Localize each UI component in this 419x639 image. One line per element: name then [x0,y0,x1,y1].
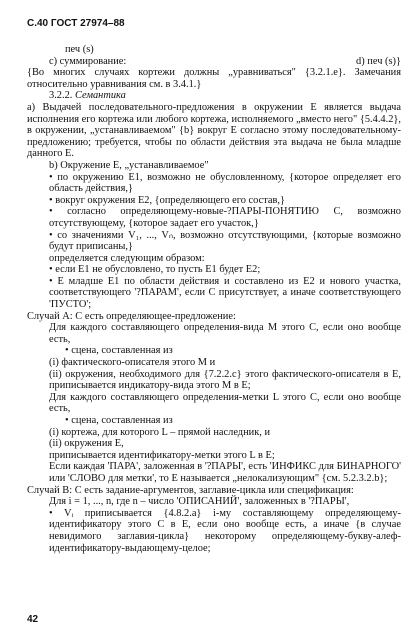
paragraph: • Vᵢ приписывается {4.8.2.а} i-му составляющему определяющему-идентификатору этого С в Е, если оно вообще есть, а иначе {в случае невидимого заглавия-цикла} некоторому определяющему-букву-алеф-идентификатору-выдающему-целое; [49,507,401,554]
page-header: С.40 ГОСТ 27974–88 [27,18,125,29]
section-heading [27,90,401,102]
page-number: 42 [27,614,39,625]
paragraph: {Во многих случаях кортежи должны „уравниваться" {3.2.1.е}. Замечания относительно уравнивания см. в 3.4.1.} [27,67,401,90]
paragraph: Для каждого составляющего определения-метки L этого С, если оно вообще есть, [49,391,401,415]
page-body [27,44,401,554]
text-line: определяется следующим образом: [49,252,205,264]
paragraph: а) Выдачей последовательного-предложения в окружении Е является выдача исполнения его кортежа или любого кортежа, исполняемого „вместо него" {5.4.4.2}, в окружении, „устанавливаемом" {b} вокруг Е согласно этому последовательному-предложению; требуется, чтобы по области действия эта выдача не была младше данного Е. [27,101,401,160]
paragraph: • по окружению Е1, возможно не обусловленному, {которое определяет его область действия,} [49,171,401,195]
paragraph: Для каждого составляющего определения-вида М этого С, если оно вообще есть, [49,322,401,345]
text-line: приписывается идентификатору-метки этого L в Е; [49,449,275,461]
section-number: 3.2.2. [49,90,75,102]
text-line: • вокруг окружения Е2, {определяющего его состав,} [49,194,285,206]
text-line: (i) фактического-описателя этого М и [49,357,216,369]
paragraph: Если каждая 'ПАРА', заложенная в '?ПАРЫ', есть 'ИНФИКС для БИНАРНОГО' или 'СЛОВО для метки', то Е называется „нелокализующим" {см. 5.2.3.2.b}; [49,461,401,484]
case-heading: Случай А: С есть определяющее-предложение: [27,310,236,322]
text-line: b) Окружение Е, „устанавливаемое" [49,159,209,171]
text-line: печ (s) [65,44,94,55]
text-line: • сцена, составленная из [65,345,173,357]
text-line: (i) кортежа, для которого L – прямой наследник, и [49,426,271,438]
section-title: Семантика [74,90,126,102]
text-line: • сцена, составленная из [65,415,173,426]
paragraph: • Е младше Е1 по области действия и составлено из Е2 и нового участка, соответствующего '?ПАРАМ', если С присутствует, а иначе соответствующего 'ПУСТО'; [49,275,401,311]
text-line: с) суммирование: [49,55,127,67]
text-line: d) печ (s)} [356,55,401,67]
case-heading: Случай В: С есть задание-аргументов, заглавие-цикла или спецификация: [27,484,354,496]
text-line: • если Е1 не обусловлено, то пусть Е1 будет Е2; [49,264,261,276]
paragraph: (ii) окружения, необходимого для {7.2.2.с} этого фактического-описателя в Е, приписывается индикатору-вида этого М в Е; [49,368,401,392]
text-line: (ii) окружения Е, [49,438,124,450]
paragraph: • согласно определяющему-новые-?ПАРЫ-ПОНЯТИЮ С, возможно отсутствующему, {которое задает его участок,} [49,206,401,229]
paragraph: • со значениями V₁, ..., Vₙ, возможно отсутствующими, {которые возможно будут приписаны,} [49,229,401,253]
text-row [27,56,401,68]
paragraph: Для i = 1, ..., n, где n – число 'ОПИСАНИЙ', заложенных в '?ПАРЫ', [49,496,350,508]
